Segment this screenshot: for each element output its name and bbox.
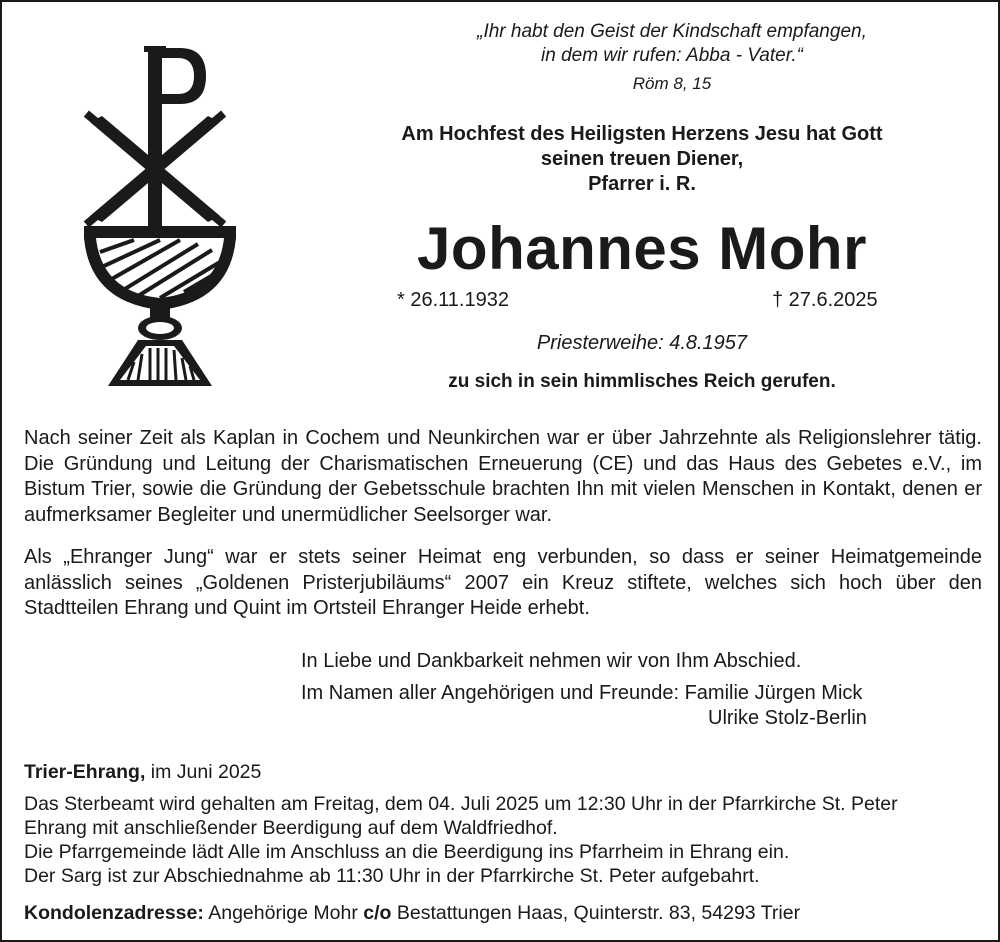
mourner-second-name: Ulrike Stolz-Berlin [708,707,867,729]
biography-paragraph-1: Nach seiner Zeit als Kaplan in Cochem und Neunkirchen war er über Jahrzehnte als Religionslehrer tätig. Die Gründung und Leitung der Charismatischen Erneuerung (CE) und das Haus des Gebetes e.V., im Bistum Trier, sowie die Gründung der Gebetsschule brachten Ihn mit vielen Menschen in Kontakt, denen er aufmerksamer Begleiter und unermüdlicher Seelsorger war. [24,427,982,526]
deceased-name: Johannes Mohr [417,215,867,282]
condolence-label: Kondolenzadresse: [24,902,204,924]
death-date: † 27.6.2025 [772,289,878,311]
intro-line-3: Pfarrer i. R. [588,173,696,195]
bible-quote [362,20,982,68]
intro-line-2: seinen treuen Diener, [540,148,744,170]
funeral-info-line-2: Ehrang mit anschließender Beerdigung auf dem Waldfriedhof. [24,817,558,839]
funeral-info [24,792,984,888]
quote-line-1: „Ihr habt den Geist der Kindschaft empfangen, [477,21,867,42]
funeral-info-line-1: Das Sterbeamt wird gehalten am Freitag, dem 04. Juli 2025 um 12:30 Uhr in der Pfarrkirche St. Peter [24,793,898,815]
mourners-line: Im Namen aller Angehörigen und Freunde: Familie Jürgen Mick [301,682,863,704]
quote-reference: Röm 8, 15 [632,74,712,93]
intro-line-1: Am Hochfest des Heiligsten Herzens Jesu hat Gott [401,123,883,145]
date: im Juni 2025 [145,761,262,783]
funeral-info-line-4: Der Sarg ist zur Abschiednahme ab 11:30 Uhr in der Pfarrkirche St. Peter aufgebahrt. [24,865,760,887]
chi-rho-chalice-icon [80,40,240,392]
quote-line-2: in dem wir rufen: Abba - Vater.“ [541,45,803,66]
ordination-date: Priesterweihe: 4.8.1957 [536,332,748,354]
condolence-co: c/o [363,902,392,924]
condolence-address [24,901,984,925]
biography-paragraph-2: Als „Ehranger Jung“ war er stets seiner Heimat eng verbunden, so dass er seiner Heimatgemeinde anlässlich seines „Goldenen Pristerjubiläums“ 2007 ein Kreuz stiftete, welches sich hoch über den Stadtteilen Ehrang und Quint im Ortsteil Ehranger Heide erhebt. [24,546,982,619]
condolence-address-text: Bestattungen Haas, Quinterstr. 83, 54293 Trier [391,902,801,924]
called-home-text: zu sich in sein himmlisches Reich gerufen. [448,371,836,392]
farewell-line: In Liebe und Dankbarkeit nehmen wir von Ihm Abschied. [301,650,802,672]
funeral-info-line-3: Die Pfarrgemeinde lädt Alle im Anschluss an die Beerdigung ins Pfarrheim in Ehrang ein. [24,841,790,863]
birth-date: * 26.11.1932 [397,289,509,311]
intro-text [322,122,962,197]
place: Trier-Ehrang, [24,761,146,783]
place-date-line [24,760,984,784]
condolence-recipient: Angehörige Mohr [203,902,364,924]
